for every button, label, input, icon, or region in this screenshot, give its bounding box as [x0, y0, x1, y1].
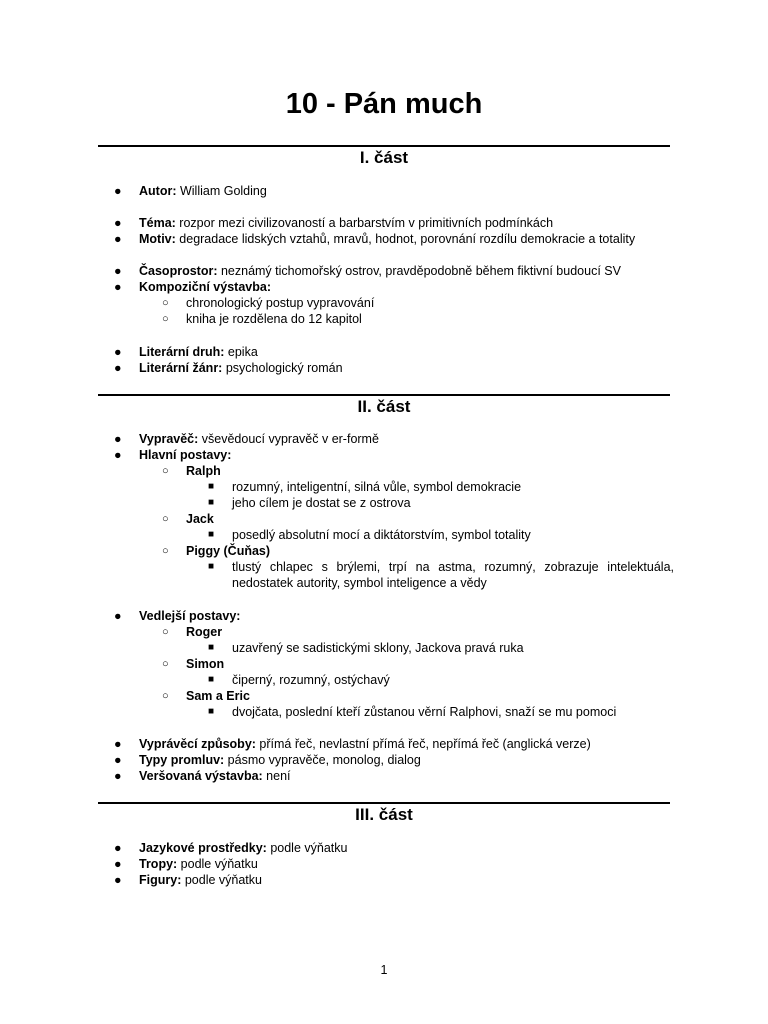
character-detail: jeho cílem je dostat se z ostrova [232, 496, 411, 510]
bullet-icon: ● [114, 184, 122, 198]
square-bullet-icon: ■ [208, 481, 215, 492]
sub-list-item: kniha je rozdělena do 12 kapitol [186, 312, 362, 326]
section-divider [98, 394, 670, 396]
circle-bullet-icon: ○ [162, 690, 169, 702]
page-number: 1 [380, 963, 388, 977]
circle-bullet-icon: ○ [162, 465, 169, 477]
list-item: Vyprávěcí způsoby: přímá řeč, nevlastní přímá řeč, nepřímá řeč (anglická verze) [139, 737, 591, 751]
square-bullet-icon: ■ [208, 529, 215, 540]
bullet-icon: ● [114, 769, 122, 783]
character-detail: tlustý chlapec s brýlemi, trpí na astma, rozumný, zobrazuje intelektuála, [232, 560, 674, 574]
list-item: Tropy: podle výňatku [139, 857, 258, 871]
list-item: Figury: podle výňatku [139, 873, 262, 887]
circle-bullet-icon: ○ [162, 626, 169, 638]
character-detail: dvojčata, poslední kteří zůstanou věrní Ralphovi, snaží se mu pomoci [232, 705, 617, 719]
character-name: Roger [186, 625, 223, 639]
bullet-icon: ● [114, 753, 122, 767]
list-item: Literární žánr: psychologický román [139, 361, 343, 375]
square-bullet-icon: ■ [208, 674, 215, 685]
bullet-icon: ● [114, 280, 122, 294]
list-item: Autor: William Golding [139, 184, 267, 198]
circle-bullet-icon: ○ [162, 545, 169, 557]
circle-bullet-icon: ○ [162, 513, 169, 525]
character-detail: čiperný, rozumný, ostýchavý [232, 673, 390, 687]
list-item: Motiv: degradace lidských vztahů, mravů, hodnot, porovnání rozdílu demokracie a totality [139, 232, 636, 246]
list-item: Veršovaná výstavba: není [139, 769, 291, 783]
list-item: Časoprostor: neznámý tichomořský ostrov, pravděpodobně během fiktivní budoucí SV [139, 264, 621, 278]
list-item: Téma: rozpor mezi civilizovaností a barbarstvím v primitivních podmínkách [139, 216, 554, 230]
bullet-icon: ● [114, 841, 122, 855]
list-item: Hlavní postavy: [139, 448, 232, 462]
circle-bullet-icon: ○ [162, 658, 169, 670]
sub-list-item: chronologický postup vypravování [186, 296, 375, 310]
square-bullet-icon: ■ [208, 706, 215, 717]
character-name: Sam a Eric [186, 689, 250, 703]
square-bullet-icon: ■ [208, 561, 215, 572]
list-item: Kompoziční výstavba: [139, 280, 271, 294]
bullet-icon: ● [114, 857, 122, 871]
list-item: Vedlejší postavy: [139, 609, 241, 623]
list-item: Literární druh: epika [139, 345, 258, 359]
bullet-icon: ● [114, 737, 122, 751]
page-title: 10 - Pán much [285, 88, 483, 120]
section-heading: II. část [357, 397, 411, 416]
bullet-icon: ● [114, 432, 122, 446]
section-heading: III. část [355, 805, 413, 824]
square-bullet-icon: ■ [208, 497, 215, 508]
character-detail: rozumný, inteligentní, silná vůle, symbol demokracie [232, 480, 522, 494]
character-detail: uzavřený se sadistickými sklony, Jackova pravá ruka [232, 641, 524, 655]
bullet-icon: ● [114, 448, 122, 462]
bullet-icon: ● [114, 216, 122, 230]
section-divider [98, 145, 670, 147]
character-detail: nedostatek autority, symbol inteligence a vědy [232, 576, 487, 590]
character-name: Jack [186, 512, 214, 526]
section-heading: I. část [359, 148, 409, 167]
character-name: Ralph [186, 464, 221, 478]
circle-bullet-icon: ○ [162, 313, 169, 325]
list-item: Typy promluv: pásmo vypravěče, monolog, dialog [139, 753, 421, 767]
list-item: Jazykové prostředky: podle výňatku [139, 841, 348, 855]
section-divider [98, 802, 670, 804]
bullet-icon: ● [114, 609, 122, 623]
bullet-icon: ● [114, 873, 122, 887]
character-name: Simon [186, 657, 225, 671]
bullet-icon: ● [114, 345, 122, 359]
circle-bullet-icon: ○ [162, 297, 169, 309]
list-item: Vypravěč: vševědoucí vypravěč v er-formě [139, 432, 379, 446]
bullet-icon: ● [114, 361, 122, 375]
square-bullet-icon: ■ [208, 642, 215, 653]
bullet-icon: ● [114, 264, 122, 278]
character-name: Piggy (Čuňas) [186, 544, 271, 558]
character-detail: posedlý absolutní mocí a diktátorstvím, symbol totality [232, 528, 531, 542]
bullet-icon: ● [114, 232, 122, 246]
